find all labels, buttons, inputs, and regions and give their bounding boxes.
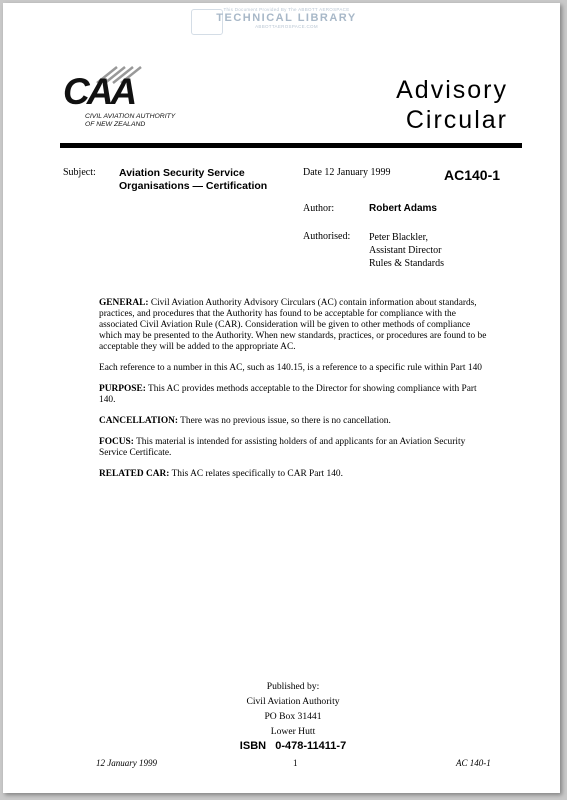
related-paragraph	[99, 469, 491, 480]
publisher-block	[193, 679, 393, 739]
authorised-by	[369, 231, 444, 270]
logo-letters: CAA	[63, 71, 135, 112]
focus-paragraph	[99, 437, 491, 459]
watermark-bottom-text: ABBOTTAEROSPACE.COM	[255, 24, 318, 29]
authorised-label: Authorised:	[303, 231, 351, 242]
subject-label: Subject:	[63, 167, 96, 178]
body-text	[99, 298, 491, 490]
cancellation-text: There was no previous issue, so there is no cancellation.	[178, 416, 391, 426]
logo-line2: OF NEW ZEALAND	[85, 121, 146, 128]
reference-paragraph: Each reference to a number in this AC, such as 140.15, is a reference to a specific rule within Part 140	[99, 363, 482, 373]
header-rule	[60, 143, 522, 148]
watermark-top-text: This Document Provided By The ABBOTT AEROSPACE	[223, 7, 350, 12]
purpose-heading: PURPOSE:	[99, 384, 146, 394]
author-label: Author:	[303, 203, 335, 214]
publisher-line3: PO Box 31441	[264, 711, 322, 722]
general-paragraph	[99, 298, 491, 353]
watermark-main-text: TECHNICAL LIBRARY	[216, 12, 357, 24]
subject	[119, 167, 267, 193]
doc-title	[396, 75, 508, 135]
general-text: Civil Aviation Authority Advisory Circulars (AC) contain information about standards, practices, and procedures that the Authority has found to be acceptable for compliance with the associated Civil Aviation Rule (CAR). Consideration will be given to other methods of compliance which may be presented to the Authority. When new standards, practices, or procedures are found to be acceptable they will be added to the appropriate AC.	[99, 298, 487, 352]
document-page	[3, 3, 560, 793]
related-text: This AC relates specifically to CAR Part 140.	[169, 469, 343, 479]
doc-title-line2: Circular	[405, 106, 508, 134]
logo-line1: CIVIL AVIATION AUTHORITY	[85, 113, 176, 120]
page-number: 1	[293, 758, 298, 768]
isbn: ISBN 0-478-11411-7	[239, 740, 347, 752]
cancellation-heading: CANCELLATION:	[99, 416, 178, 426]
publisher-line4: Lower Hutt	[270, 726, 316, 737]
general-heading: GENERAL:	[99, 298, 149, 308]
publisher-line1: Published by:	[266, 681, 320, 692]
author-name: Robert Adams	[369, 203, 437, 214]
caa-logo	[63, 73, 175, 129]
subject-line1: Aviation Security Service	[119, 167, 245, 179]
doc-title-line1: Advisory	[396, 76, 508, 104]
focus-text: This material is intended for assisting holders of and applicants for an Aviation Security Service Certificate.	[99, 437, 466, 458]
purpose-text: This AC provides methods acceptable to the Director for showing compliance with Part 140.	[99, 384, 477, 405]
publisher-line2: Civil Aviation Authority	[246, 696, 340, 707]
focus-heading: FOCUS:	[99, 437, 134, 447]
authorised-line2: Assistant Director	[369, 245, 442, 256]
purpose-paragraph	[99, 384, 491, 406]
ac-number: AC140-1	[444, 167, 501, 183]
footer-ac-number: AC 140-1	[456, 758, 491, 768]
date: Date 12 January 1999	[303, 167, 391, 178]
cancellation-paragraph	[99, 416, 491, 427]
subject-line2: Organisations — Certification	[119, 180, 268, 192]
footer-date: 12 January 1999	[96, 758, 157, 768]
authorised-line3: Rules & Standards	[369, 258, 444, 269]
authorised-line1: Peter Blackler,	[369, 232, 429, 243]
related-heading: RELATED CAR:	[99, 469, 170, 479]
